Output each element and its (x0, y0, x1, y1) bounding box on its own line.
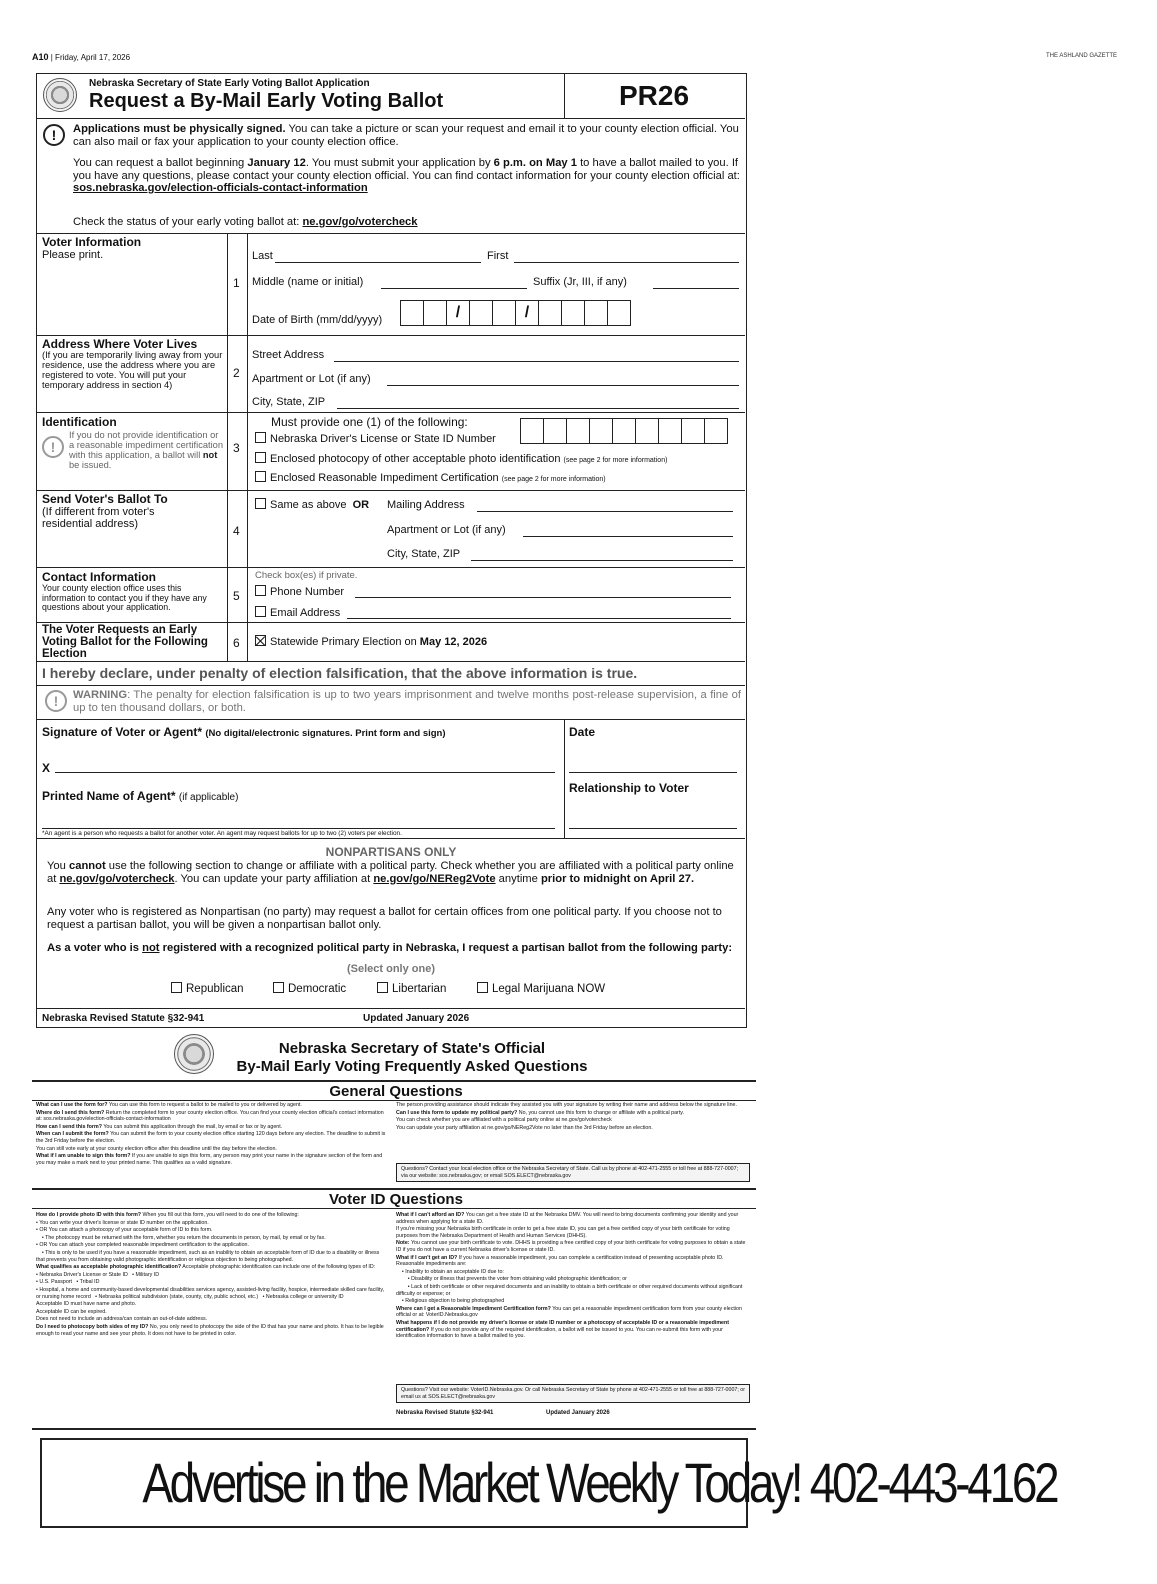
relationship-label: Relationship to Voter (569, 781, 689, 795)
faq-entry (396, 1117, 750, 1124)
license-number-boxes[interactable] (521, 418, 728, 444)
id-opt1[interactable]: Nebraska Driver's License or State ID Number (255, 432, 496, 445)
signature-label: Signature of Voter or Agent* (No digital/electronic signatures. Print form and sign) (42, 725, 446, 739)
nonpartisan-p1: You cannot use the following section to change or affiliate with a political party. Check whether you are affiliated with a political party online at ne.gov/go/votercheck. You can update your party affiliation at ne.gov/go/NEReg2Vote anytime prior to midnight on April 27. (47, 860, 734, 885)
faq-entry (396, 1110, 750, 1117)
faq-answer: Does not need to include an address/can contain an out-of-date address. (36, 1316, 208, 1323)
faq-question: How do I provide photo ID with this form? (36, 1212, 142, 1218)
faq-answer: No, you cannot use this form to change or affiliate with a political party. (518, 1109, 685, 1116)
faq-title-2: By-Mail Early Voting Frequently Asked Questions (236, 1058, 588, 1075)
faq-statute: Nebraska Revised Statute §32-941 (396, 1410, 494, 1416)
faq-answer: You can submit the form to your county election office starting 120 days before any election. The deadline to submit is the 3rd Friday before the election. (36, 1131, 387, 1144)
voterid-left (36, 1212, 386, 1338)
apt-line[interactable] (387, 385, 739, 386)
party-republican[interactable]: Republican (171, 982, 244, 995)
id-must: Must provide one (1) of the following: (271, 415, 468, 429)
faq-entry (36, 1309, 386, 1316)
faq-entry (36, 1242, 386, 1249)
faq-question: Can I use this form to update my political party? (396, 1109, 518, 1116)
warning-icon: ! (42, 436, 64, 458)
faq-answer: • OR You can attach a photocopy of your acceptable form of ID to this form. (36, 1227, 213, 1234)
private-note: Check box(es) if private. (255, 570, 358, 581)
nonpartisan-p2: Any voter who is registered as Nonpartisan (no party) may request a ballot for certain offices from one political party. If you choose not to request a partisan ballot, you will be given a nonpartisan ballot only. (47, 906, 722, 931)
faq-entry (36, 1146, 386, 1153)
faq-answer: • You can write your driver's license or state ID number on the application. (36, 1219, 209, 1226)
page-header-left (32, 52, 130, 62)
s4-city-label: City, State, ZIP (387, 548, 461, 560)
dob-label: Date of Birth (mm/dd/yyyy) (252, 314, 383, 326)
faq-entry (396, 1298, 750, 1305)
faq-entry (396, 1226, 750, 1239)
faq-answer: You can get a free state ID at the Nebraska DMV. You will need to bring documents confirming your identity and your address when applying for a state ID. (396, 1212, 740, 1225)
voter-id-title: Voter ID Questions (329, 1191, 463, 1208)
faq-entry (36, 1220, 386, 1227)
photo-id-checkbox[interactable] (255, 452, 266, 463)
faq-answer: • Hospital, a home and community-based developmental disabilities services agency, assisted-living facility, hospice, intermediate skilled care facility, or nursing home record • Nebraska political subdivision (state, county, city, public school, etc.) • Nebraska college or university ID (36, 1286, 386, 1300)
s4-num: 4 (233, 524, 240, 538)
contact-link[interactable]: sos.nebraska.gov/election-officials-contact-information (73, 182, 368, 194)
faq-entry (36, 1153, 386, 1166)
faq-answer: No, you only need to photocopy the side of the ID that has your name and photo. It has to be legible enough to read your name and see your photo. It does not have to be printed in color. (36, 1323, 386, 1337)
party-libertarian[interactable]: Libertarian (377, 982, 446, 995)
faq-answer: If you are unable to sign this form, any person may print your name in the signature section of the form and you may make a mark next to your printed name. This qualifies as a valid signature. (36, 1153, 384, 1166)
s1-sub: Please print. (42, 249, 104, 261)
id-opt3[interactable]: Enclosed Reasonable Impediment Certification (see page 2 for more information) (255, 471, 606, 484)
date-label: Date (569, 725, 596, 739)
faq-question: When can I submit the form? (36, 1131, 109, 1138)
last-name-line[interactable] (275, 262, 481, 263)
faq-entry (36, 1227, 386, 1234)
relationship-line[interactable] (569, 828, 737, 829)
street-label: Street Address (252, 349, 325, 361)
printed-name-label: Printed Name of Agent* (if applicable) (42, 789, 239, 803)
mailing-label: Mailing Address (387, 499, 465, 511)
faq-entry (396, 1306, 750, 1319)
s4-apt-line[interactable] (523, 536, 733, 537)
faq-entry (396, 1276, 750, 1283)
faq-entry (36, 1131, 386, 1144)
faq-entry (396, 1125, 750, 1132)
faq-entry (396, 1255, 750, 1268)
s2-sub: (If you are temporarily living away from your residence, use the address where you are registered to vote. You will put your temporary address in section 4) (42, 350, 223, 390)
faq-title-1: Nebraska Secretary of State's Official (278, 1040, 546, 1057)
general-right (396, 1102, 750, 1132)
s4-title: Send Voter's Ballot To (42, 492, 168, 506)
faq-answer: You can still vote early at your county election office after this deadline until the day before the election. (36, 1145, 277, 1152)
suffix-line[interactable] (653, 288, 739, 289)
city-line[interactable] (337, 408, 739, 409)
date-line[interactable] (569, 772, 737, 773)
election-row[interactable]: Statewide Primary Election on May 12, 2026 (255, 635, 487, 648)
mailing-line[interactable] (477, 511, 733, 512)
faq-answer: • U.S. Passport • Tribal ID (36, 1279, 100, 1286)
s4-apt-label: Apartment or Lot (if any) (387, 524, 506, 536)
faq-answer: • The photocopy must be returned with the form, whether you return the documents in person, by mail, by email or by fax. (36, 1234, 326, 1241)
faq-entry (396, 1284, 750, 1297)
issue-date: | Friday, April 17, 2026 (50, 53, 131, 62)
faq-entry (36, 1212, 386, 1219)
ad-text: Advertise in the Market Weekly Today! 402-443-4162 (142, 1451, 1057, 1514)
faq-answer: If you do not provide any of the required identification, a ballot will not be issued to you. You can re-submit this form with your identification information to have a ballot mailed to you. (396, 1326, 725, 1340)
s1-num: 1 (233, 276, 240, 290)
s6-title: The Voter Requests an Early Voting Ballot for the Following Election (42, 624, 208, 660)
faq-answer: If you're missing your Nebraska birth certificate in order to get a free state ID, you can get a free certified copy of your birth certificate for voting purposes from the Nebraska Department of Health and Human Services (DHHS). (396, 1226, 732, 1239)
faq-question: What happens if I do not provide my driver's license or state ID number or a photocopy of acceptable ID or a reasonable impediment certification? (396, 1319, 729, 1333)
form-kicker: Nebraska Secretary of State Early Voting Ballot Application (89, 78, 370, 89)
faq-answer: You can check whether you are affiliated with a political party online at ne.gov/go/votercheck (396, 1117, 612, 1124)
street-line[interactable] (334, 361, 739, 362)
faq-entry (36, 1301, 386, 1308)
faq-entry (396, 1320, 750, 1340)
form-code: PR26 (619, 80, 690, 111)
votercheck-link[interactable]: ne.gov/go/votercheck (302, 216, 418, 228)
faq-question: What if I can't get an ID? (396, 1254, 458, 1261)
city-label: City, State, ZIP (252, 396, 326, 408)
faq-answer: • Nebraska Driver's License or State ID • Military ID (36, 1271, 160, 1278)
faq-question: Note: (396, 1240, 410, 1247)
notice-text: Applications must be physically signed. You can take a picture or scan your request and email it to your county election official. You can also mail or fax your application to your county election office. (73, 123, 739, 148)
libertarian-checkbox[interactable] (377, 982, 388, 993)
general-questions-title: General Questions (329, 1083, 463, 1100)
faq-answer: You can update your party affiliation at ne.gov/go/NEReg2Vote no later than the 3rd Friday before an election. (396, 1124, 653, 1131)
license-checkbox[interactable] (255, 432, 266, 443)
faq-question: Where do I send this form? (36, 1109, 105, 1116)
faq-question: Where can I get a Reasonable Impediment Certification form? (396, 1305, 551, 1312)
faq-answer: • Religious objection to being photographed (396, 1298, 505, 1305)
faq-answer: Return the completed form to your county election office. You can find your county election official's contact information at: sos.nebraska.gov/election-officials-contact-information (36, 1109, 386, 1123)
phone-line[interactable] (355, 597, 731, 598)
nonpartisan-p3: As a voter who is not registered with a recognized political party in Nebraska, I request a partisan ballot from the following party: (47, 942, 733, 954)
faq-answer: • Lack of birth certificate or other required documents and an inability to obtain a birth certificate or other required documents without significant difficulty or expense; or (396, 1283, 744, 1297)
faq-entry (396, 1240, 750, 1253)
faq-answer: You can submit this application through the mail, by email or fax or by agent. (103, 1123, 283, 1130)
s5-num: 5 (233, 589, 240, 603)
advertisement (40, 1438, 1057, 1528)
last-label: Last (252, 250, 273, 262)
s2-title: Address Where Voter Lives (42, 337, 198, 351)
email-line[interactable] (347, 618, 731, 619)
first-label: First (487, 250, 509, 262)
declaration: I hereby declare, under penalty of election falsification, that the above information is true. (42, 665, 638, 681)
s4-city-line[interactable] (471, 560, 733, 561)
s3-num: 3 (233, 441, 240, 455)
email-private-checkbox[interactable] (255, 606, 266, 617)
select-only-one: (Select only one) (346, 963, 436, 975)
warning-icon-2: ! (45, 690, 67, 712)
faq-entry (36, 1235, 386, 1242)
general-questions-box: Questions? Contact your local election office or the Nebraska Secretary of State. Call us by phone at 402-471-2555 or toll free at 888-727-0007; via our website: sos.nebraska.gov; or email SOS.ELECT@nebraska.gov (396, 1163, 750, 1182)
warning-text: WARNING: The penalty for election falsification is up to two years imprisonment and twelve months post-release supervision, a fine of up to ten thousand dollars, or both. (73, 689, 741, 714)
voterid-right (396, 1212, 750, 1341)
election-checked-checkbox[interactable] (255, 635, 266, 646)
s3-title: Identification (42, 415, 117, 429)
faq-updated: Updated January 2026 (546, 1410, 610, 1416)
faq-entry (36, 1279, 386, 1286)
faq-answer: Acceptable ID must have name and photo. (36, 1301, 137, 1308)
faq-entry (36, 1272, 386, 1279)
same-checkbox[interactable] (255, 498, 266, 509)
faq-answer: • This is only to be used if you have a reasonable impediment, such as an inability to obtain an acceptable form of ID due to a disability or illness that prevents you from obtaining valid photographic identification or religious objection to being photographed. (36, 1249, 381, 1263)
faq-answer: • OR You can attach your completed reasonable impediment certification to the application. (36, 1242, 249, 1249)
faq-entry (36, 1250, 386, 1263)
newspaper-name: THE ASHLAND GAZETTE (1045, 53, 1117, 59)
application-form (36, 73, 747, 1028)
faq-answer: You cannot use your birth certificate to vote. DHHS is providing a free certified copy of your birth certificate for voting purposes to obtain a state ID if you do not have a current Nebraska driver's license or state ID. (396, 1240, 747, 1253)
faq-entry (36, 1316, 386, 1323)
faq-question: Do I need to photocopy both sides of my ID? (36, 1323, 149, 1330)
faq-entry (396, 1212, 750, 1225)
first-name-line[interactable] (514, 262, 739, 263)
check-status: Check the status of your early voting ballot at: ne.gov/go/votercheck (73, 216, 418, 228)
s5-title: Contact Information (42, 570, 156, 584)
impediment-checkbox[interactable] (255, 471, 266, 482)
faq-question: What qualifies as acceptable photographic identification? (36, 1264, 182, 1271)
faq-answer: You can use this form to request a ballot to be mailed to you or delivered by agent. (108, 1102, 302, 1108)
party-democratic[interactable]: Democratic (273, 982, 346, 995)
marijuana-checkbox[interactable] (477, 982, 488, 993)
faq-entry (36, 1264, 386, 1271)
s2-num: 2 (233, 366, 240, 380)
nebraska-seal-icon-2 (174, 1034, 214, 1074)
form-statute: Nebraska Revised Statute §32-941 (42, 1013, 205, 1024)
middle-name-line[interactable] (381, 288, 527, 289)
faq-entry (36, 1287, 386, 1300)
apt-label: Apartment or Lot (if any) (252, 373, 371, 385)
printed-name-line[interactable] (42, 828, 555, 829)
phone-row[interactable]: Phone Number (255, 585, 344, 598)
form-updated: Updated January 2026 (363, 1013, 470, 1024)
nonpartisan-title: NONPARTISANS ONLY (325, 845, 457, 859)
faq-question: How can I send this form? (36, 1123, 102, 1130)
faq-entry (396, 1102, 750, 1109)
signature-line[interactable] (55, 772, 555, 773)
s1-title: Voter Information (42, 235, 142, 249)
s5-sub: Your county election office uses this information to contact you if they have any questions about your application. (42, 583, 207, 612)
faq-entry (36, 1110, 386, 1123)
faq-answer: When you fill out this form, you will need to do one of the following: (142, 1212, 299, 1218)
exclamation-icon: ! (43, 124, 65, 146)
party-marijuana[interactable]: Legal Marijuana NOW (477, 982, 605, 995)
page-number: A10 (32, 52, 49, 62)
faq-question: What if I can't afford an ID? (396, 1212, 465, 1218)
faq-question: What can I use the form for? (36, 1102, 108, 1108)
s4-sub: (If different from voter's residential address) (42, 506, 155, 530)
nebraska-seal-icon (43, 78, 77, 112)
form-title: Request a By-Mail Early Voting Ballot (89, 90, 444, 112)
republican-checkbox[interactable] (171, 982, 182, 993)
middle-label: Middle (name or initial) (252, 276, 364, 288)
id-opt2[interactable]: Enclosed photocopy of other acceptable photo identification (see page 2 for more information) (255, 452, 667, 465)
general-left (36, 1102, 386, 1167)
notice-deadlines: You can request a ballot beginning January 12. You must submit your application by 6 p.m. on May 1 to have a ballot mailed to you. If you have any questions, please contact your county election official. You can find contact information for your county election official at: sos.nebraska.gov/election-officials-contact-information (73, 157, 740, 194)
email-row[interactable]: Email Address (255, 606, 340, 619)
voterid-questions-box: Questions? Visit our website: VoterID.Nebraska.gov. Or call Nebraska Secretary of State by phone at 402-471-2555 or toll free at 888-727-0007; or email us at SOS.ELECT@nebraska.gov (396, 1384, 750, 1403)
faq-entry (36, 1102, 386, 1109)
democratic-checkbox[interactable] (273, 982, 284, 993)
faq-answer: You can get a reasonable impediment certification form from your county election official or at: VoterID.Nebraska.gov (396, 1305, 744, 1319)
s6-num: 6 (233, 636, 240, 650)
faq-answer: Acceptable photographic identification can include one of the following types of ID: (182, 1264, 376, 1271)
faq-answer: • Disability or illness that prevents the voter from obtaining valid photographic identification; or (396, 1276, 627, 1283)
s3-sub: If you do not provide identification or a reasonable impediment certification with this application, a ballot will not be issued. (69, 430, 223, 470)
agent-note: *An agent is a person who requests a ballot for another voter. An agent may request ballots for up to two (2) voters per election. (42, 830, 402, 837)
faq-entry (36, 1124, 386, 1131)
faq-answer: Acceptable ID can be expired. (36, 1308, 107, 1315)
phone-private-checkbox[interactable] (255, 585, 266, 596)
faq-answer: The person providing assistance should indicate they assisted you with your signature by writing their name and address below the signature line. (396, 1102, 737, 1108)
faq-question: What if I am unable to sign this form? (36, 1153, 131, 1160)
faq-entry (396, 1269, 750, 1276)
faq-answer: If you have a reasonable impediment, you can complete a certification instead of presenting acceptable photo ID. Reasonable impediments are: (396, 1254, 725, 1268)
faq-entry (36, 1324, 386, 1337)
sig-x: X (42, 761, 51, 775)
same-as-above[interactable]: Same as above OR (255, 498, 369, 511)
faq-answer: • Inability to obtain an acceptable ID due to: (396, 1268, 504, 1275)
dob-boxes[interactable]: / / (401, 300, 631, 326)
suffix-label: Suffix (Jr, III, if any) (533, 276, 627, 288)
